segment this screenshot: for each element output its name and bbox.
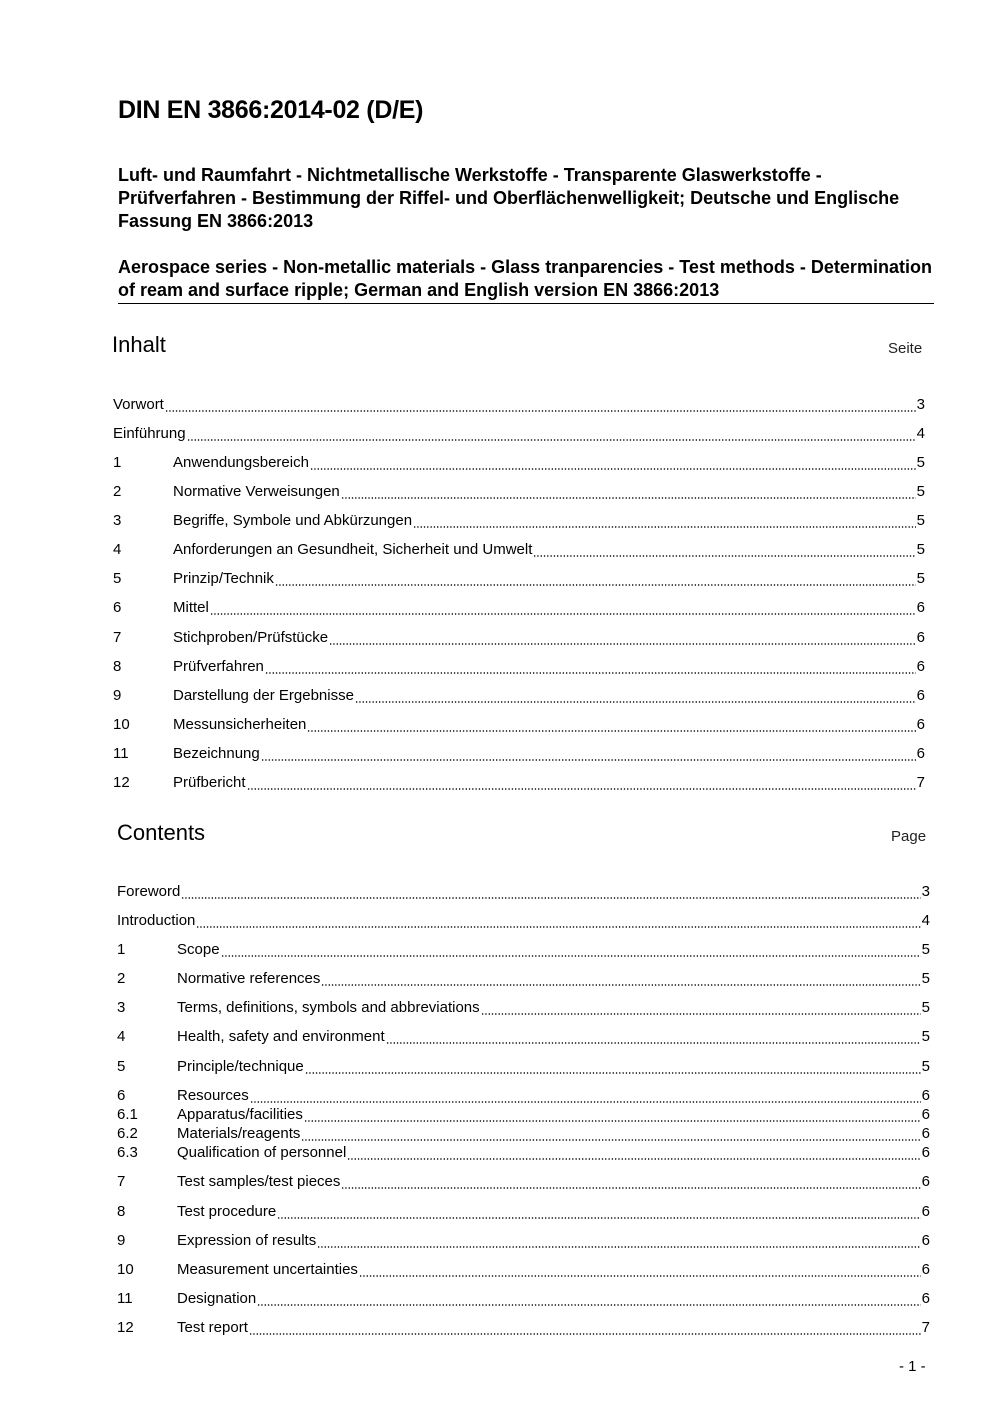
toc-entry-number: 9: [117, 1232, 126, 1249]
toc-entry-page: 6: [916, 658, 925, 675]
toc-entry-title: Terms, definitions, symbols and abbreviations: [177, 999, 480, 1016]
toc-dot-leader: [221, 955, 921, 957]
toc-entry-title: Messunsicherheiten: [173, 716, 307, 733]
toc-dot-leader: [301, 1139, 920, 1141]
toc-entry-number: 12: [113, 774, 130, 791]
toc-entry[interactable]: [117, 1028, 930, 1048]
title-english: Aerospace series - Non-metallic materials - Glass tranparencies - Test methods - Determination of ream and surface ripple; German and English version EN 3866:2013: [118, 256, 934, 304]
toc-entry[interactable]: [117, 1290, 930, 1310]
toc-entry-page: 5: [921, 941, 930, 958]
toc-entry-title: Anwendungsbereich: [173, 454, 309, 471]
toc-entry-page: 3: [921, 883, 930, 900]
toc-entry-page: 4: [916, 425, 925, 442]
toc-entry-title: Bezeichnung: [173, 745, 260, 762]
toc-entry-title: Measurement uncertainties: [177, 1261, 358, 1278]
toc-page-label-en: Page: [891, 828, 927, 845]
toc-entry[interactable]: [117, 1232, 930, 1252]
toc-entry-number: 6.1: [117, 1106, 138, 1123]
toc-entry[interactable]: [117, 1125, 930, 1145]
toc-entry-page: 6: [921, 1173, 930, 1190]
toc-entry-number: 2: [117, 970, 126, 987]
toc-entry-page: 6: [921, 1106, 930, 1123]
toc-entry-title: Normative Verweisungen: [173, 483, 340, 500]
toc-entry-number: 8: [113, 658, 122, 675]
toc-entry-number: 5: [113, 570, 122, 587]
toc-entry[interactable]: [117, 1203, 930, 1223]
toc-entry-page: 5: [921, 999, 930, 1016]
toc-entry-page: 6: [921, 1290, 930, 1307]
toc-entry-title: Test samples/test pieces: [177, 1173, 341, 1190]
toc-entry-number: 11: [113, 745, 129, 762]
toc-entry-number: 1: [113, 454, 122, 471]
toc-list-en: [117, 0, 930, 1345]
toc-dot-leader: [257, 1304, 920, 1306]
toc-entry-title: Test procedure: [177, 1203, 277, 1220]
toc-entry-page: 3: [916, 396, 925, 413]
toc-entry-title: Qualification of personnel: [177, 1144, 347, 1161]
toc-entry-title: Materials/reagents: [177, 1125, 301, 1142]
toc-entry-number: 3: [113, 512, 122, 529]
toc-entry-page: 6: [921, 1087, 930, 1104]
toc-entry-page: 5: [916, 512, 925, 529]
toc-entry-number: 5: [117, 1058, 126, 1075]
toc-entry[interactable]: [117, 912, 930, 932]
toc-entry[interactable]: [117, 1319, 930, 1339]
toc-entry-number: 10: [113, 716, 130, 733]
toc-entry[interactable]: [117, 970, 930, 990]
toc-entry-number: 1: [117, 941, 126, 958]
toc-dot-leader: [277, 1217, 920, 1219]
toc-entry-page: 6: [921, 1261, 930, 1278]
toc-entry-page: 6: [916, 629, 925, 646]
toc-entry-number: 6: [117, 1087, 126, 1104]
toc-entry-number: 9: [113, 687, 122, 704]
toc-entry-number: 4: [113, 541, 122, 558]
toc-dot-leader: [386, 1042, 921, 1044]
toc-dot-leader: [481, 1013, 921, 1015]
toc-dot-leader: [305, 1072, 921, 1074]
toc-entry-title: Test report: [177, 1319, 248, 1336]
toc-entry-number: 6.2: [117, 1125, 138, 1142]
toc-page-label-de: Seite: [888, 340, 923, 357]
toc-dot-leader: [304, 1120, 921, 1122]
toc-entry-page: 5: [921, 1028, 930, 1045]
toc-entry-title: Foreword: [117, 883, 181, 900]
title-german: Luft- und Raumfahrt - Nichtmetallische Werkstoffe - Transparente Glaswerkstoffe - Prüfverfahren - Bestimmung der Riffel- und Oberflächenwelligkeit; Deutsche und Englische Fassung EN 3866:2013: [118, 165, 900, 231]
toc-entry-title: Apparatus/facilities: [177, 1106, 303, 1123]
toc-entry-title: Principle/technique: [177, 1058, 304, 1075]
toc-entry-page: 6: [921, 1203, 930, 1220]
toc-entry-page: 6: [916, 716, 925, 733]
toc-entry-title: Anforderungen an Gesundheit, Sicherheit und Umwelt: [173, 541, 533, 558]
toc-dot-leader: [347, 1158, 920, 1160]
toc-entry[interactable]: [117, 999, 930, 1019]
toc-entry-number: 4: [117, 1028, 126, 1045]
toc-dot-leader: [181, 897, 920, 899]
toc-entry-title: Prinzip/Technik: [173, 570, 274, 587]
toc-entry[interactable]: [117, 1173, 930, 1193]
toc-dot-leader: [341, 1187, 920, 1189]
toc-dot-leader: [249, 1333, 921, 1335]
toc-entry-page: 6: [921, 1232, 930, 1249]
toc-entry-title: Prüfbericht: [173, 774, 246, 791]
toc-entry-page: 6: [921, 1125, 930, 1142]
toc-entry-title: Scope: [177, 941, 220, 958]
toc-dot-leader: [321, 984, 920, 986]
toc-entry-number: 3: [117, 999, 126, 1016]
toc-entry-page: 4: [921, 912, 930, 929]
toc-entry-page: 5: [921, 1058, 930, 1075]
toc-entry-title: Stichproben/Prüfstücke: [173, 629, 329, 646]
toc-entry-title: Darstellung der Ergebnisse: [173, 687, 354, 704]
toc-heading-en: Contents: [117, 820, 206, 845]
toc-entry-page: 5: [916, 541, 925, 558]
toc-entry-page: 6: [921, 1144, 930, 1161]
toc-entry-page: 7: [921, 1319, 930, 1336]
toc-entry[interactable]: [117, 1087, 930, 1107]
toc-dot-leader: [250, 1101, 921, 1103]
toc-entry-number: 10: [117, 1261, 134, 1278]
toc-entry[interactable]: [117, 1058, 930, 1078]
toc-entry-number: 8: [117, 1203, 126, 1220]
toc-entry-page: 5: [916, 454, 925, 471]
toc-entry-title: Resources: [177, 1087, 249, 1104]
toc-dot-leader: [196, 926, 920, 928]
page-number: - 1 -: [899, 1358, 926, 1375]
toc-entry-number: 12: [117, 1319, 134, 1336]
toc-entry-page: 5: [916, 483, 925, 500]
toc-entry-number: 7: [117, 1173, 126, 1190]
toc-entry[interactable]: [117, 941, 930, 961]
toc-entry-title: Prüfverfahren: [173, 658, 264, 675]
toc-entry-title: Designation: [177, 1290, 257, 1307]
toc-entry[interactable]: [117, 1144, 930, 1164]
toc-entry-title: Normative references: [177, 970, 321, 987]
toc-entry-page: 5: [921, 970, 930, 987]
toc-entry-title: Health, safety and environment: [177, 1028, 385, 1045]
toc-entry[interactable]: [117, 883, 930, 903]
toc-entry-number: 2: [113, 483, 122, 500]
toc-entry-page: 7: [916, 774, 925, 791]
toc-entry[interactable]: [117, 1106, 930, 1126]
toc-entry-page: 6: [916, 687, 925, 704]
toc-entry-title: Mittel: [173, 599, 209, 616]
toc-entry-page: 6: [916, 599, 925, 616]
toc-dot-leader: [359, 1275, 921, 1277]
document-id: DIN EN 3866:2014-02 (D/E): [118, 96, 424, 124]
toc-entry[interactable]: [117, 1261, 930, 1281]
toc-dot-leader: [317, 1246, 920, 1248]
toc-entry-title: Expression of results: [177, 1232, 317, 1249]
toc-entry-page: 5: [916, 570, 925, 587]
toc-entry-number: 11: [117, 1290, 133, 1307]
toc-entry-number: 6: [113, 599, 122, 616]
toc-entry-page: 6: [916, 745, 925, 762]
toc-heading-de: Inhalt: [112, 332, 166, 357]
toc-entry-number: 6.3: [117, 1144, 138, 1161]
toc-entry-title: Begriffe, Symbole und Abkürzungen: [173, 512, 413, 529]
toc-entry-title: Vorwort: [113, 396, 164, 413]
toc-entry-title: Introduction: [117, 912, 196, 929]
toc-entry-title: Einführung: [113, 425, 186, 442]
toc-entry-number: 7: [113, 629, 122, 646]
